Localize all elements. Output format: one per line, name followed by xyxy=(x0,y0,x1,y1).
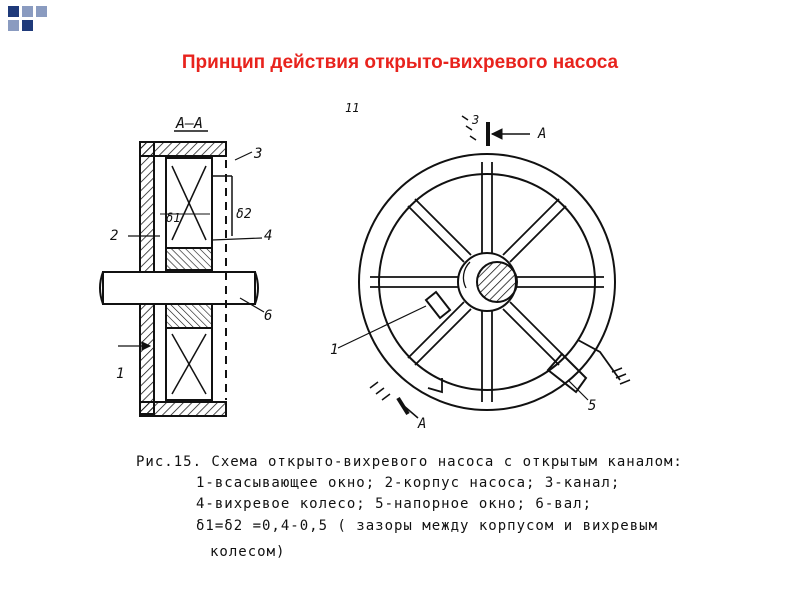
section-label: А–А xyxy=(176,114,204,132)
caption-line-5: колесом) xyxy=(210,544,286,560)
label-2: 2 xyxy=(110,228,119,244)
caption-line-4: δ1=δ2 =0,4-0,5 ( зазоры между корпусом и вихревым xyxy=(196,518,659,534)
front-label-5: 5 xyxy=(588,398,597,414)
hub-upper xyxy=(166,248,212,270)
shaft-circle xyxy=(477,262,517,302)
hub-lower xyxy=(166,304,212,328)
figure-caption xyxy=(136,454,683,560)
page-number: 11 xyxy=(345,101,360,115)
front-label-3: 3 xyxy=(472,113,480,127)
casing-top xyxy=(140,142,226,156)
section-mark-top: А xyxy=(538,126,547,142)
label-6: 6 xyxy=(264,308,273,324)
caption-line-1: Рис.15. Схема открыто-вихревого насоса с открытым каналом: xyxy=(136,454,683,470)
slide-title: Принцип действия открыто-вихревого насоса xyxy=(181,52,619,73)
label-3: 3 xyxy=(254,146,263,162)
casing-bottom xyxy=(140,402,226,416)
caption-line-2: 1-всасывающее окно; 2-корпус насоса; 3-канал; xyxy=(196,475,621,491)
shaft xyxy=(103,272,255,304)
label-4: 4 xyxy=(264,228,273,244)
front-view xyxy=(330,101,630,432)
gap-label-d2: δ2 xyxy=(236,207,252,222)
gap-label-d1: δ1 xyxy=(166,211,181,225)
label-1: 1 xyxy=(116,366,125,382)
front-label-1: 1 xyxy=(330,342,339,358)
side-section xyxy=(100,114,272,416)
section-mark-bottom: А xyxy=(418,416,427,432)
suction-window xyxy=(426,292,450,318)
caption-line-3: 4-вихревое колесо; 5-напорное окно; 6-вал; xyxy=(196,496,593,512)
